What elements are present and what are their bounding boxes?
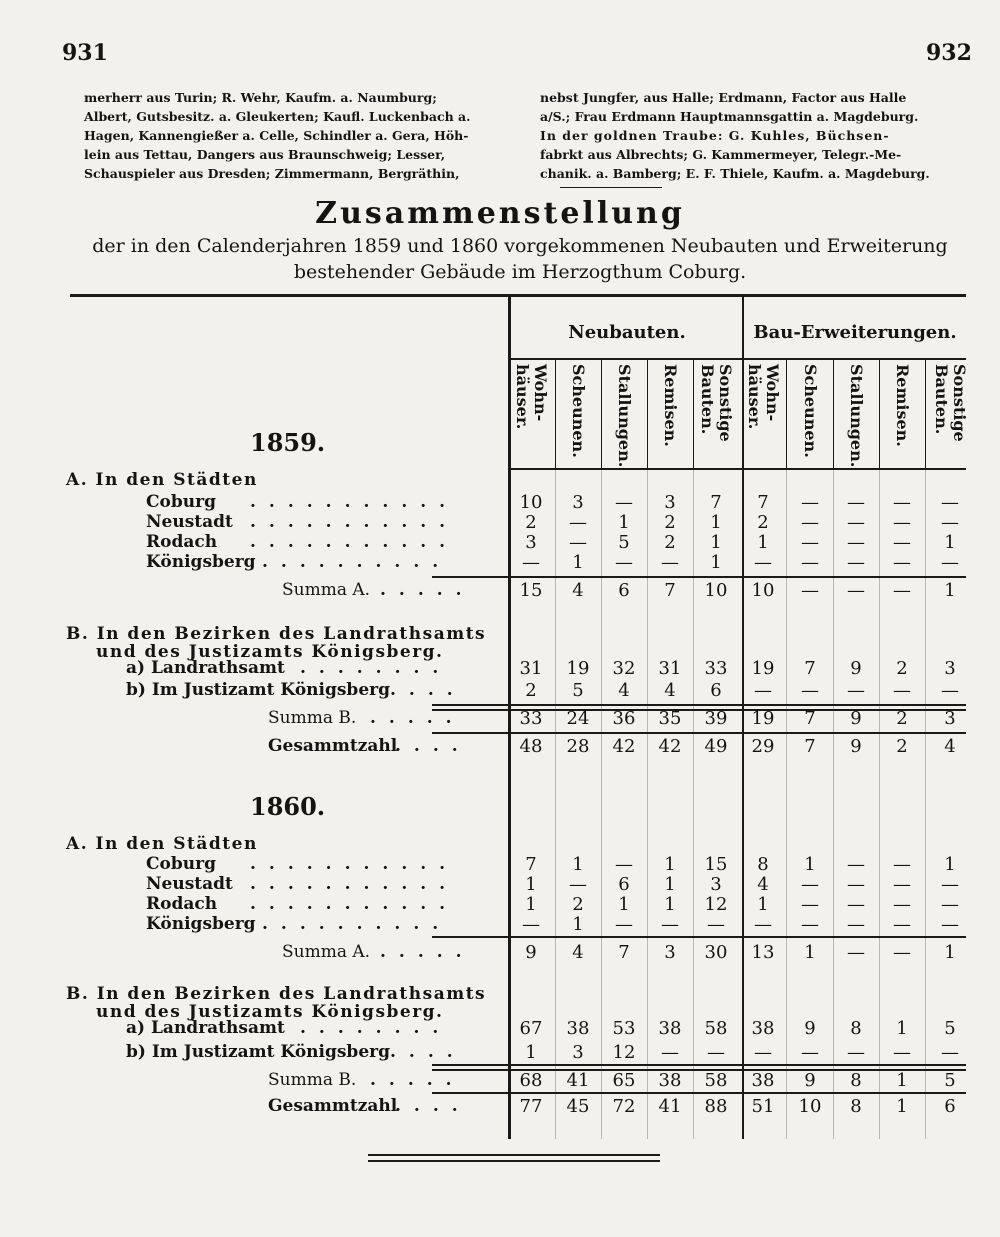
- summa-b-label-1860: Summa B.: [268, 1070, 357, 1090]
- column-header: Wohn- häuser.: [745, 364, 782, 430]
- table-cell: —: [941, 492, 959, 513]
- table-cell: 3: [664, 492, 676, 513]
- table-cell: —: [801, 1042, 819, 1063]
- table-cell: —: [941, 1042, 959, 1063]
- district-label: b) Im Justizamt Königsberg: [126, 1042, 390, 1062]
- table-cell: —: [847, 512, 865, 533]
- table-cell: 12: [612, 1042, 636, 1063]
- table-cell: —: [847, 854, 865, 875]
- table-cell: —: [615, 914, 633, 935]
- table-cell: 7: [710, 492, 722, 513]
- leader-dots: ...........: [250, 854, 459, 874]
- table-cell: —: [847, 942, 865, 963]
- table-cell: 7: [757, 492, 769, 513]
- table-cell: 53: [612, 1018, 636, 1039]
- table-cell: —: [801, 580, 819, 601]
- table-cell: 1: [525, 894, 537, 915]
- table-cell: 33: [519, 708, 543, 729]
- column-header: Scheunen.: [569, 364, 588, 458]
- town-label: Königsberg: [146, 552, 256, 572]
- table-cell: —: [569, 512, 587, 533]
- summa-b-label-1859: Summa B.: [268, 708, 357, 728]
- column-separator: [833, 470, 834, 1139]
- table-cell: 7: [804, 736, 816, 757]
- table-cell: 8: [850, 1018, 862, 1039]
- leader-dots: ...........: [250, 512, 459, 532]
- table-cell: 1: [804, 854, 816, 875]
- table-cell: 7: [664, 580, 676, 601]
- year-heading-1859: 1859.: [250, 428, 326, 457]
- table-cell: —: [941, 914, 959, 935]
- rule-above-total-1860: [432, 1092, 966, 1094]
- table-cell: —: [941, 874, 959, 895]
- header-divider: [560, 187, 662, 188]
- table-cell: 28: [566, 736, 590, 757]
- table-cell: —: [661, 914, 679, 935]
- table-cell: —: [569, 874, 587, 895]
- section-a-heading-1859: A. In den Städten: [66, 470, 258, 490]
- table-cell: 1: [896, 1018, 908, 1039]
- table-cell: 36: [612, 708, 636, 729]
- town-label: Königsberg: [146, 914, 256, 934]
- table-cell: 1: [572, 914, 584, 935]
- table-cell: 33: [704, 658, 728, 679]
- table-cell: 41: [658, 1096, 682, 1117]
- table-cell: 1: [572, 552, 584, 573]
- table-cell: 42: [658, 736, 682, 757]
- column-separator: [693, 360, 694, 468]
- table-cell: 9: [850, 736, 862, 757]
- table-cell: 24: [566, 708, 590, 729]
- table-cell: —: [893, 874, 911, 895]
- table-cell: 1: [944, 854, 956, 875]
- table-cell: 38: [751, 1018, 775, 1039]
- table-cell: —: [893, 1042, 911, 1063]
- table-cell: 12: [704, 894, 728, 915]
- column-separator: [601, 360, 602, 468]
- table-cell: 10: [798, 1096, 822, 1117]
- town-label: Coburg: [146, 492, 216, 512]
- column-header: Sonstige Bauten.: [932, 364, 969, 442]
- column-header: Remisen.: [893, 364, 912, 447]
- table-cell: 6: [618, 580, 630, 601]
- table-cell: —: [893, 512, 911, 533]
- table-cell: —: [801, 492, 819, 513]
- table-cell: 5: [618, 532, 630, 553]
- table-cell: 1: [572, 854, 584, 875]
- table-cell: 3: [944, 658, 956, 679]
- table-top-rule: [70, 294, 966, 297]
- table-cell: —: [847, 552, 865, 573]
- total-label-1860: Gesammtzahl: [268, 1096, 398, 1116]
- table-cell: 4: [944, 736, 956, 757]
- section-b-subheading-1859: und des Justizamts Königsberg.: [96, 642, 444, 662]
- page-number-left: 931: [62, 40, 108, 66]
- table-cell: 9: [850, 708, 862, 729]
- table-cell: 3: [944, 708, 956, 729]
- table-cell: —: [801, 914, 819, 935]
- column-separator: [647, 470, 648, 1139]
- leader-dots: ..........: [262, 914, 452, 934]
- table-cell: 1: [896, 1070, 908, 1091]
- table-cell: 58: [704, 1070, 728, 1091]
- section-b-heading-1860: B. In den Bezirken des Landrathsamts: [66, 984, 487, 1004]
- table-cell: —: [801, 894, 819, 915]
- table-cell: —: [847, 492, 865, 513]
- rule-above-summa-b-1860: [432, 1064, 966, 1066]
- table-cell: 39: [704, 708, 728, 729]
- table-cell: —: [707, 914, 725, 935]
- table-cell: —: [941, 512, 959, 533]
- page-title: Zusammenstellung: [315, 196, 685, 231]
- leader-dots: ...........: [250, 874, 459, 894]
- table-cell: 2: [896, 708, 908, 729]
- leader-dots: ....: [390, 1042, 466, 1062]
- table-cell: —: [847, 894, 865, 915]
- header-right-block: [540, 88, 930, 183]
- closing-rule: [368, 1154, 660, 1156]
- total-label-1859: Gesammtzahl: [268, 736, 398, 756]
- leader-dots: ...........: [250, 492, 459, 512]
- column-separator: [925, 470, 926, 1139]
- table-cell: 8: [757, 854, 769, 875]
- leader-dots: ...........: [250, 532, 459, 552]
- leader-dots: ..........: [262, 552, 452, 572]
- table-cell: —: [893, 532, 911, 553]
- district-label: a) Landrathsamt: [126, 658, 285, 678]
- table-cell: 7: [804, 658, 816, 679]
- table-cell: —: [847, 532, 865, 553]
- table-cell: —: [893, 942, 911, 963]
- table-cell: —: [893, 552, 911, 573]
- column-separator: [601, 470, 602, 1139]
- table-cell: 1: [944, 532, 956, 553]
- table-cell: 1: [944, 580, 956, 601]
- table-cell: —: [893, 580, 911, 601]
- column-separator: [833, 360, 834, 468]
- table-cell: 38: [658, 1070, 682, 1091]
- table-cell: —: [754, 914, 772, 935]
- column-separator: [879, 360, 880, 468]
- leader-dots: .....: [380, 942, 475, 962]
- table-cell: —: [707, 1042, 725, 1063]
- table-cell: —: [754, 680, 772, 701]
- table-cell: 2: [525, 512, 537, 533]
- table-cell: 1: [896, 1096, 908, 1117]
- header-right-line: fabrkt aus Albrechts; G. Kammermeyer, Telegr.-Me-: [540, 147, 902, 162]
- table-cell: —: [661, 1042, 679, 1063]
- section-a-heading-1860: A. In den Städten: [66, 834, 258, 854]
- table-cell: 88: [704, 1096, 728, 1117]
- table-cell: —: [569, 532, 587, 553]
- header-left-line: merherr aus Turin; R. Wehr, Kaufm. a. Naumburg;: [84, 90, 437, 105]
- table-cell: —: [847, 914, 865, 935]
- district-label: b) Im Justizamt Königsberg: [126, 680, 390, 700]
- table-cell: 10: [704, 580, 728, 601]
- town-label: Neustadt: [146, 874, 233, 894]
- table-cell: 6: [710, 680, 722, 701]
- table-cell: 7: [525, 854, 537, 875]
- table-cell: —: [801, 552, 819, 573]
- header-right-line: a/S.; Frau Erdmann Hauptmannsgattin a. Magdeburg.: [540, 109, 919, 124]
- group-header-rule: [511, 358, 966, 360]
- table-cell: 9: [525, 942, 537, 963]
- table-cell: 5: [944, 1018, 956, 1039]
- table-cell: 35: [658, 708, 682, 729]
- table-cell: 2: [896, 736, 908, 757]
- header-right-line: In der goldnen Traube: G. Kuhles, Büchsen-: [540, 128, 890, 143]
- column-separator: [879, 470, 880, 1139]
- table-cell: 19: [566, 658, 590, 679]
- table-cell: —: [754, 552, 772, 573]
- group-header-neubauten: Neubauten.: [568, 322, 686, 343]
- table-cell: —: [615, 552, 633, 573]
- table-cell: 9: [804, 1018, 816, 1039]
- table-cell: 30: [704, 942, 728, 963]
- table-cell: 6: [618, 874, 630, 895]
- table-cell: 1: [618, 512, 630, 533]
- table-cell: 38: [751, 1070, 775, 1091]
- table-cell: 10: [519, 492, 543, 513]
- table-cell: 7: [804, 708, 816, 729]
- table-cell: 5: [572, 680, 584, 701]
- table-cell: 31: [519, 658, 543, 679]
- subtitle-line-2: bestehender Gebäude im Herzogthum Coburg.: [293, 261, 747, 283]
- leader-dots: .....: [380, 580, 475, 600]
- header-left-block: [84, 88, 470, 183]
- table-cell: 38: [658, 1018, 682, 1039]
- table-cell: 6: [944, 1096, 956, 1117]
- town-label: Rodach: [146, 532, 218, 552]
- table-cell: 1: [757, 894, 769, 915]
- table-cell: 10: [751, 580, 775, 601]
- column-separator: [555, 470, 556, 1139]
- column-header: Wohn- häuser.: [513, 364, 550, 430]
- table-cell: 19: [751, 708, 775, 729]
- table-cell: 58: [704, 1018, 728, 1039]
- table-cell: 1: [757, 532, 769, 553]
- table-cell: 68: [519, 1070, 543, 1091]
- subtitle-line-1: der in den Calenderjahren 1859 und 1860 vorgekommenen Neubauten und Erweiterung: [92, 235, 948, 257]
- table-cell: 32: [612, 658, 636, 679]
- header-left-line: Albert, Gutsbesitz. a. Gleukerten; Kaufl. Luckenbach a.: [84, 109, 471, 124]
- table-cell: 38: [566, 1018, 590, 1039]
- table-cell: 2: [664, 532, 676, 553]
- column-separator: [925, 360, 926, 468]
- table-cell: 9: [850, 658, 862, 679]
- header-left-line: lein aus Tettau, Dangers aus Braunschweig; Lesser,: [84, 147, 446, 162]
- summa-a-label-1860: Summa A.: [282, 942, 371, 962]
- leader-dots: ....: [395, 736, 471, 756]
- leader-dots: ....: [395, 1096, 471, 1116]
- table-cell: —: [847, 680, 865, 701]
- leader-dots: .....: [370, 1070, 465, 1090]
- table-cell: 1: [804, 942, 816, 963]
- header-left-line: Hagen, Kannengießer a. Celle, Schindler a. Gera, Höh-: [84, 128, 469, 143]
- table-cell: —: [893, 894, 911, 915]
- table-cell: 72: [612, 1096, 636, 1117]
- town-label: Rodach: [146, 894, 218, 914]
- table-cell: 5: [944, 1070, 956, 1091]
- table-cell: 3: [525, 532, 537, 553]
- column-header: Remisen.: [661, 364, 680, 447]
- table-cell: 1: [710, 512, 722, 533]
- table-cell: —: [941, 552, 959, 573]
- leader-dots: .....: [370, 708, 465, 728]
- section-b-heading-1859: B. In den Bezirken des Landrathsamts: [66, 624, 487, 644]
- table-cell: —: [801, 680, 819, 701]
- column-header: Stallungen.: [615, 364, 634, 468]
- table-cell: 2: [664, 512, 676, 533]
- table-cell: —: [615, 854, 633, 875]
- table-cell: 65: [612, 1070, 636, 1091]
- table-cell: 2: [896, 658, 908, 679]
- table-cell: 2: [757, 512, 769, 533]
- table-cell: 77: [519, 1096, 543, 1117]
- rule-above-summa-a-1859: [432, 576, 966, 578]
- header-left-line: Schauspieler aus Dresden; Zimmermann, Bergräthin,: [84, 166, 460, 181]
- table-cell: 1: [710, 532, 722, 553]
- rule-above-summa-b-1859: [432, 704, 966, 706]
- year-heading-1860: 1860.: [250, 792, 326, 821]
- table-cell: —: [522, 552, 540, 573]
- town-label: Coburg: [146, 854, 216, 874]
- table-cell: —: [893, 914, 911, 935]
- table-cell: —: [893, 492, 911, 513]
- table-cell: 4: [572, 942, 584, 963]
- column-header: Stallungen.: [847, 364, 866, 468]
- table-cell: —: [801, 532, 819, 553]
- rule-above-total-1859: [432, 732, 966, 734]
- header-right-line: nebst Jungfer, aus Halle; Erdmann, Factor aus Halle: [540, 90, 907, 105]
- table-cell: 45: [566, 1096, 590, 1117]
- table-cell: 41: [566, 1070, 590, 1091]
- summa-a-label-1859: Summa A.: [282, 580, 371, 600]
- table-cell: 15: [704, 854, 728, 875]
- table-cell: 49: [704, 736, 728, 757]
- table-cell: —: [615, 492, 633, 513]
- column-separator: [555, 360, 556, 468]
- table-cell: 51: [751, 1096, 775, 1117]
- table-cell: 48: [519, 736, 543, 757]
- table-cell: —: [522, 914, 540, 935]
- table-cell: —: [893, 680, 911, 701]
- table-cell: 1: [618, 894, 630, 915]
- table-cell: —: [941, 894, 959, 915]
- column-header: Sonstige Bauten.: [698, 364, 735, 442]
- table-cell: 4: [618, 680, 630, 701]
- table-cell: 31: [658, 658, 682, 679]
- table-cell: —: [661, 552, 679, 573]
- table-cell: —: [893, 854, 911, 875]
- table-cell: 13: [751, 942, 775, 963]
- table-cell: 4: [757, 874, 769, 895]
- column-header: Scheunen.: [801, 364, 820, 458]
- table-cell: 3: [664, 942, 676, 963]
- table-cell: 1: [525, 1042, 537, 1063]
- table-cell: 67: [519, 1018, 543, 1039]
- table-cell: —: [801, 512, 819, 533]
- column-separator: [786, 360, 787, 468]
- page-number-right: 932: [926, 40, 972, 66]
- table-cell: —: [941, 680, 959, 701]
- table-cell: —: [847, 874, 865, 895]
- table-cell: 1: [664, 854, 676, 875]
- district-label: a) Landrathsamt: [126, 1018, 285, 1038]
- table-cell: 1: [525, 874, 537, 895]
- table-cell: 3: [572, 492, 584, 513]
- table-cell: —: [847, 580, 865, 601]
- table-cell: 1: [664, 874, 676, 895]
- leader-dots: ...........: [250, 894, 459, 914]
- table-cell: 15: [519, 580, 543, 601]
- group-header-erweiterungen: Bau-Erweiterungen.: [753, 322, 957, 343]
- table-cell: 3: [710, 874, 722, 895]
- table-cell: —: [847, 1042, 865, 1063]
- table-cell: 1: [944, 942, 956, 963]
- table-cell: 4: [572, 580, 584, 601]
- table-cell: 8: [850, 1096, 862, 1117]
- leader-dots: ....: [390, 680, 466, 700]
- table-cell: 2: [525, 680, 537, 701]
- table-cell: 42: [612, 736, 636, 757]
- section-b-subheading-1860: und des Justizamts Königsberg.: [96, 1002, 444, 1022]
- table-cell: 9: [804, 1070, 816, 1091]
- table-cell: 19: [751, 658, 775, 679]
- rule-above-summa-a-1860: [432, 936, 966, 938]
- table-cell: 2: [572, 894, 584, 915]
- table-cell: 8: [850, 1070, 862, 1091]
- table-cell: 3: [572, 1042, 584, 1063]
- column-separator: [647, 360, 648, 468]
- table-cell: 29: [751, 736, 775, 757]
- table-cell: 7: [618, 942, 630, 963]
- table-cell: 4: [664, 680, 676, 701]
- leader-dots: ........: [300, 658, 452, 678]
- town-label: Neustadt: [146, 512, 233, 532]
- closing-rule-double: [368, 1160, 660, 1162]
- table-cell: 1: [664, 894, 676, 915]
- leader-dots: ........: [300, 1018, 452, 1038]
- column-separator: [693, 470, 694, 1139]
- table-cell: 1: [710, 552, 722, 573]
- header-right-line: chanik. a. Bamberg; E. F. Thiele, Kaufm. a. Magdeburg.: [540, 166, 930, 181]
- table-cell: —: [754, 1042, 772, 1063]
- table-cell: —: [801, 874, 819, 895]
- column-separator: [786, 470, 787, 1139]
